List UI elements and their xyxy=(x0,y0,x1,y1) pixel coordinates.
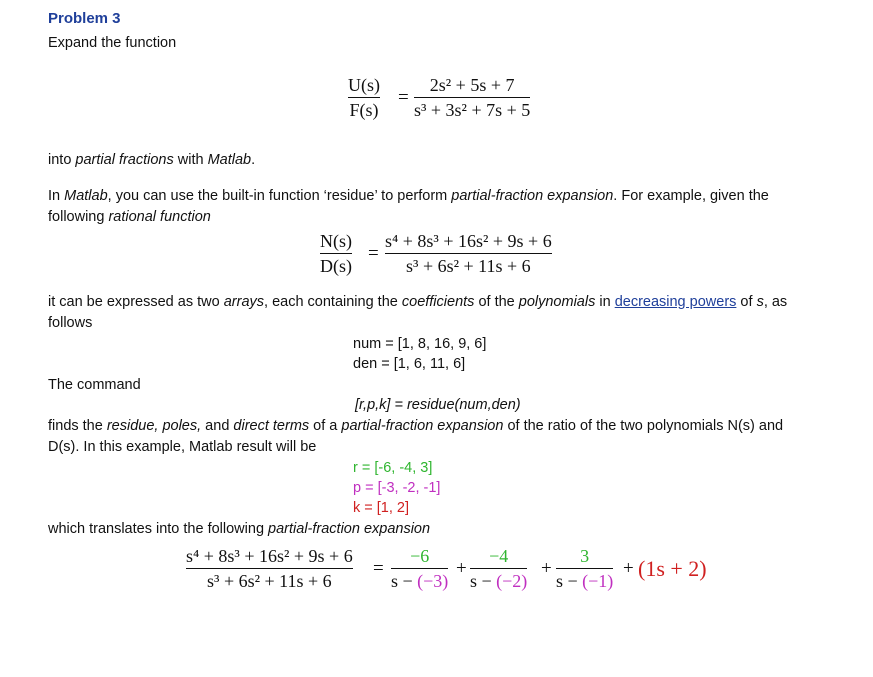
eq3-equals: = xyxy=(373,558,384,579)
eq2-lhs-num: N(s) xyxy=(320,231,352,251)
eq3-lhs xyxy=(186,545,353,592)
translates-text: which translates into the following partial-fraction expansion xyxy=(48,521,431,537)
result-poles: p = [-3, -2, -1] xyxy=(353,480,441,496)
eq2-rhs-den: s³ + 6s² + 11s + 6 xyxy=(406,256,531,276)
eq1-lhs-num: U(s) xyxy=(348,75,380,95)
eq3-plus1: + xyxy=(456,558,467,579)
eq3-term1-pole: (−3) xyxy=(417,571,449,591)
eq3-term1: −6 s − (−3) xyxy=(391,546,449,591)
eq2-equals: = xyxy=(368,243,379,264)
code-num: num = [1, 8, 16, 9, 6] xyxy=(353,336,487,352)
eq3-term3-num: 3 xyxy=(580,546,590,566)
eq1-equals: = xyxy=(398,87,409,108)
eq3-direct-term: (1s + 2) xyxy=(638,556,707,581)
residue-paragraph: In Matlab, you can use the built-in function ‘residue’ to perform partial-fraction expansion. For example, given the following rational function xyxy=(48,188,769,225)
eq3-term1-num: −6 xyxy=(410,546,430,566)
eq3-term2-num: −4 xyxy=(489,546,509,566)
command-label: The command xyxy=(48,377,141,393)
eq3-term3: 3 s − (−1) xyxy=(556,546,614,591)
finds-paragraph: finds the residue, poles, and direct terms of a partial-fraction expansion of the ratio of the two polynomials N(s) and D(s). In this example, Matlab result will be xyxy=(48,418,784,455)
eq2-lhs-den: D(s) xyxy=(320,256,352,276)
eq3-plus3: + xyxy=(623,558,634,579)
eq2-lhs xyxy=(320,230,352,277)
eq3-lhs-den: s³ + 6s² + 11s + 6 xyxy=(207,571,332,591)
eq2-rhs xyxy=(385,230,552,277)
eq3-lhs-num: s⁴ + 8s³ + 16s² + 9s + 6 xyxy=(186,546,353,566)
eq1-lhs xyxy=(348,74,380,121)
eq1-lhs-den: F(s) xyxy=(349,100,379,120)
eq1-rhs xyxy=(414,74,530,121)
eq3-term3-pole: (−1) xyxy=(582,571,614,591)
eq1-rhs-num: 2s² + 5s + 7 xyxy=(429,75,515,95)
arrays-paragraph: it can be expressed as two arrays, each containing the coefficients of the polynomials in decreasing powers of s, as follows xyxy=(48,294,788,331)
intro-text: Expand the function xyxy=(48,35,177,51)
problem-heading: Problem 3 xyxy=(48,10,121,27)
decreasing-powers-link[interactable]: decreasing powers xyxy=(614,294,737,310)
eq2-rhs-num: s⁴ + 8s³ + 16s² + 9s + 6 xyxy=(385,231,552,251)
eq3-plus2: + xyxy=(541,558,552,579)
code-den: den = [1, 6, 11, 6] xyxy=(353,356,466,372)
eq1-rhs-den: s³ + 3s² + 7s + 5 xyxy=(414,100,531,120)
result-residues: r = [-6, -4, 3] xyxy=(353,460,433,476)
residue-command: [r,p,k] = residue(num,den) xyxy=(355,397,521,413)
result-direct-terms: k = [1, 2] xyxy=(353,500,410,516)
into-text: into partial fractions with Matlab. xyxy=(48,152,256,168)
eq3-term2-pole: (−2) xyxy=(496,571,528,591)
eq3-term2: −4 s − (−2) xyxy=(470,546,528,591)
